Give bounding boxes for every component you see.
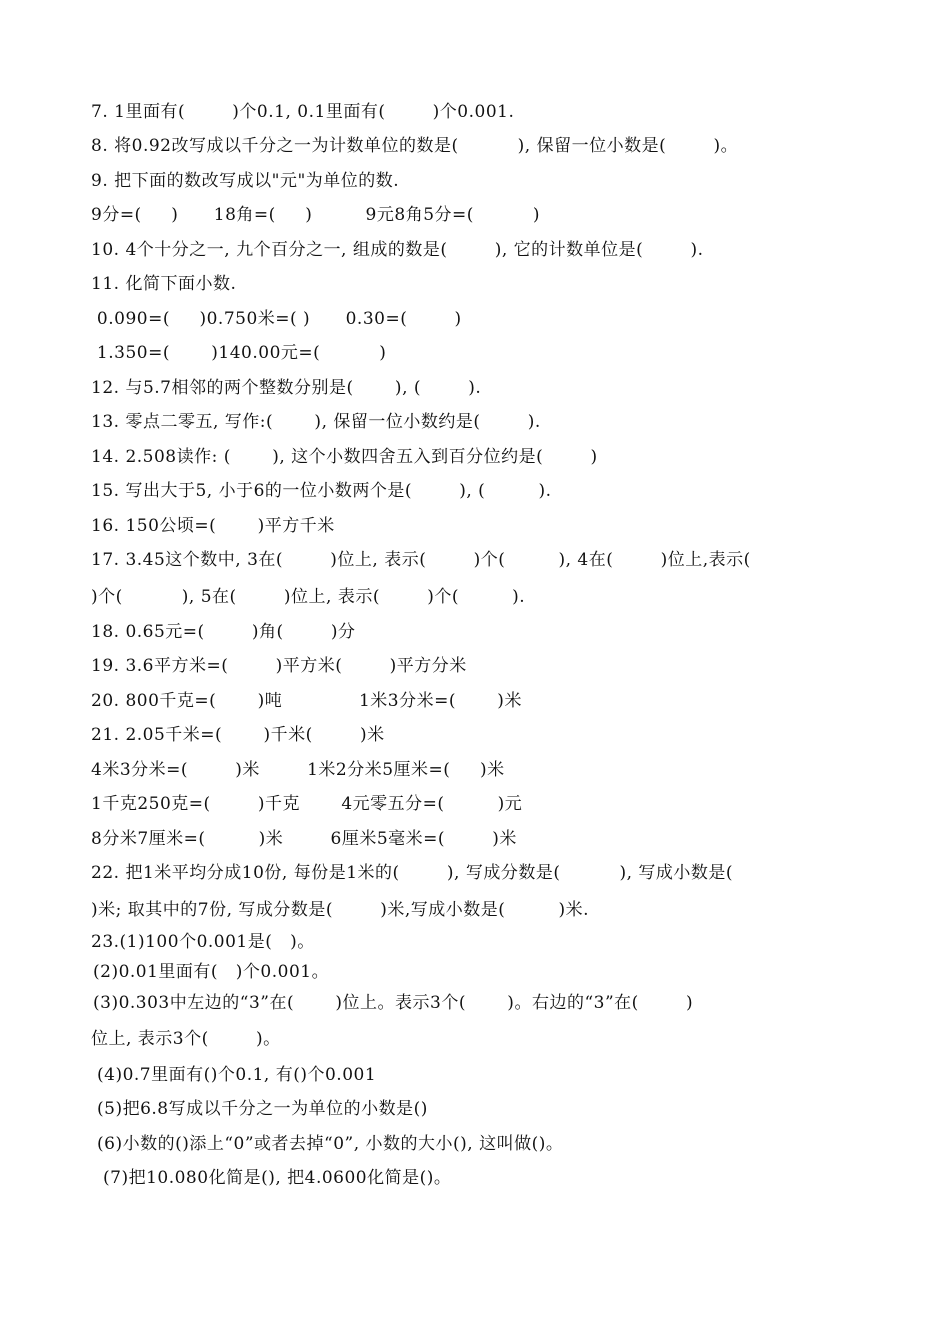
question-14: 14. 2.508读作: ( ), 这个小数四舍五入到百分位约是( ) [91, 447, 598, 467]
question-11-items-row2: 1.350=( )140.00元=( ) [91, 343, 387, 363]
question-23-part1: 23.(1)100个0.001是( )。 [91, 932, 315, 952]
question-9: 9. 把下面的数改写成以"元"为单位的数. [91, 171, 400, 191]
question-18: 18. 0.65元=( )角( )分 [91, 622, 356, 642]
question-21-items-row2: 1千克250克=( )千克 4元零五分=( )元 [91, 794, 523, 814]
question-12: 12. 与5.7相邻的两个整数分别是( ), ( ). [91, 378, 482, 398]
question-23-part3: (3)0.303中左边的“3”在( )位上。表示3个( )。右边的“3”在( ) [93, 993, 694, 1013]
question-7: 7. 1里面有( )个0.1, 0.1里面有( )个0.001. [91, 102, 515, 122]
question-16: 16. 150公顷=( )平方千米 [91, 516, 335, 536]
question-17: 17. 3.45这个数中, 3在( )位上, 表示( )个( ), 4在( )位上,表示( [91, 550, 751, 570]
question-23-part6: (6)小数的()添上“0”或者去掉“0”, 小数的大小(), 这叫做()。 [97, 1134, 564, 1154]
question-22-continued: )米; 取其中的7份, 写成分数是( )米,写成小数是( )米. [91, 900, 590, 920]
question-21: 21. 2.05千米=( )千米( )米 [91, 725, 385, 745]
question-23-part2: (2)0.01里面有( )个0.001。 [93, 962, 330, 982]
question-15: 15. 写出大于5, 小于6的一位小数两个是( ), ( ). [91, 481, 552, 501]
question-23-part3-continued: 位上, 表示3个( )。 [91, 1029, 281, 1049]
question-13: 13. 零点二零五, 写作:( ), 保留一位小数约是( ). [91, 412, 541, 432]
question-17-continued: )个( ), 5在( )位上, 表示( )个( ). [91, 587, 526, 607]
question-21-items-row1: 4米3分米=( )米 1米2分米5厘米=( )米 [91, 760, 505, 780]
question-9-items: 9分=( ) 18角=( ) 9元8角5分=( ) [91, 205, 541, 225]
question-23-part5: (5)把6.8写成以千分之一为单位的小数是() [97, 1099, 428, 1119]
question-21-items-row3: 8分米7厘米=( )米 6厘米5毫米=( )米 [91, 829, 517, 849]
question-11-items-row1: 0.090=( )0.750米=( ) 0.30=( ) [91, 309, 462, 329]
question-19: 19. 3.6平方米=( )平方米( )平方分米 [91, 656, 467, 676]
question-23-part7: (7)把10.080化简是(), 把4.0600化简是()。 [103, 1168, 452, 1188]
question-22: 22. 把1米平均分成10份, 每份是1米的( ), 写成分数是( ), 写成小数是( [91, 863, 734, 883]
question-8: 8. 将0.92改写成以千分之一为计数单位的数是( ), 保留一位小数是( )。 [91, 136, 739, 156]
question-11: 11. 化简下面小数. [91, 274, 237, 294]
question-10: 10. 4个十分之一, 九个百分之一, 组成的数是( ), 它的计数单位是( ). [91, 240, 704, 260]
question-20: 20. 800千克=( )吨 1米3分米=( )米 [91, 691, 522, 711]
question-23-part4: (4)0.7里面有()个0.1, 有()个0.001 [97, 1065, 377, 1085]
